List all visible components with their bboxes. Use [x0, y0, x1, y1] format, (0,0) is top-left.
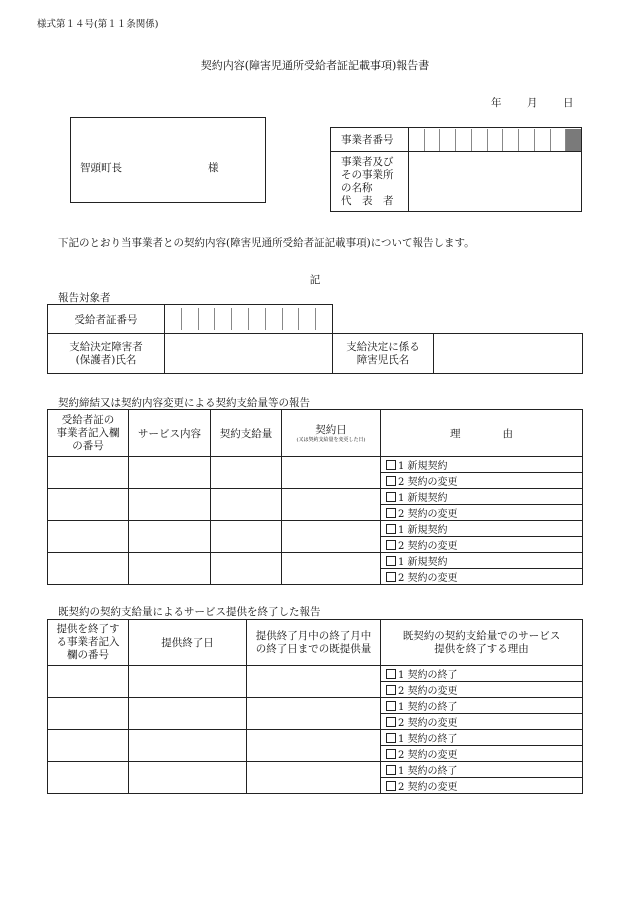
- checkbox-icon: [386, 701, 396, 711]
- business-table: [330, 127, 582, 212]
- business-number-label: 事業者番号: [331, 128, 409, 152]
- table-row[interactable]: [48, 489, 129, 521]
- option-new-contract[interactable]: 1 新規契約: [381, 489, 583, 505]
- option-contract-change[interactable]: 2 契約の変更: [381, 746, 583, 762]
- checkbox-icon: [386, 476, 396, 486]
- option-contract-change[interactable]: 2 契約の変更: [381, 537, 583, 553]
- cert-number-label: 受給者証番号: [48, 305, 165, 334]
- table-row[interactable]: [48, 521, 129, 553]
- option-contract-change[interactable]: 2 契約の変更: [381, 778, 583, 794]
- date-day-label: 日: [563, 97, 574, 109]
- checkbox-icon: [386, 765, 396, 775]
- col-service-content: サービス内容: [129, 410, 211, 457]
- checkbox-icon: [386, 669, 396, 679]
- subject-table: [47, 304, 583, 374]
- guardian-name-field[interactable]: [165, 334, 333, 374]
- option-contract-end[interactable]: 1 契約の終了: [381, 666, 583, 682]
- col-contract-date: 契約日 (又は契約支給量を変更した日): [282, 410, 381, 457]
- child-name-field[interactable]: [434, 334, 583, 374]
- termination-table: [47, 619, 583, 794]
- checkbox-icon: [386, 749, 396, 759]
- checkbox-icon: [386, 717, 396, 727]
- business-number-field[interactable]: [409, 128, 582, 152]
- intro-text: 下記のとおり当事業者との契約内容(障害児通所受給者証記載事項)について報告します。: [58, 237, 475, 249]
- contract-table: [47, 409, 583, 585]
- checkbox-icon: [386, 524, 396, 534]
- col-contract-amount: 契約支給量: [211, 410, 282, 457]
- col-end-date: 提供終了日: [129, 620, 247, 666]
- col-cert-entry-number: 受給者証の 事業者記入欄 の番号: [48, 410, 129, 457]
- child-name-label: 支給決定に係る 障害児氏名: [333, 334, 434, 374]
- option-contract-end[interactable]: 1 契約の終了: [381, 762, 583, 778]
- table-row[interactable]: [48, 553, 129, 585]
- addressee-honorific: 様: [208, 162, 219, 174]
- col-provider-entry-number: 提供を終了す る事業者記入 欄の番号: [48, 620, 129, 666]
- option-contract-change[interactable]: 2 契約の変更: [381, 569, 583, 585]
- checkbox-icon: [386, 572, 396, 582]
- checkbox-icon: [386, 460, 396, 470]
- checkbox-icon: [386, 556, 396, 566]
- business-name-label: 事業者及び その事業所 の名称 代 表 者: [331, 152, 409, 212]
- section2-heading: 既契約の契約支給量によるサービス提供を終了した報告: [58, 606, 321, 618]
- option-contract-change[interactable]: 2 契約の変更: [381, 505, 583, 521]
- option-new-contract[interactable]: 1 新規契約: [381, 521, 583, 537]
- addressee-name: 智頭町長: [80, 162, 122, 174]
- date-year-label: 年: [491, 97, 502, 109]
- option-contract-change[interactable]: 2 契約の変更: [381, 473, 583, 489]
- checkbox-icon: [386, 781, 396, 791]
- form-number: 様式第１４号(第１１条関係): [37, 19, 159, 30]
- business-name-field[interactable]: [409, 152, 582, 212]
- checkbox-icon: [386, 685, 396, 695]
- checkbox-icon: [386, 733, 396, 743]
- checkbox-icon: [386, 508, 396, 518]
- page-title: 契約内容(障害児通所受給者証記載事項)報告書: [200, 59, 430, 72]
- option-new-contract[interactable]: 1 新規契約: [381, 457, 583, 473]
- option-contract-change[interactable]: 2 契約の変更: [381, 682, 583, 698]
- section1-heading: 契約締結又は契約内容変更による契約支給量等の報告: [58, 397, 310, 409]
- col-provided-amount: 提供終了月中の終了月中 の終了日までの既提供量: [247, 620, 381, 666]
- col-reason: 理 由: [381, 410, 583, 457]
- option-contract-end[interactable]: 1 契約の終了: [381, 730, 583, 746]
- checkbox-icon: [386, 492, 396, 502]
- ki-heading: 記: [309, 274, 321, 286]
- option-contract-change[interactable]: 2 契約の変更: [381, 714, 583, 730]
- guardian-name-label: 支給決定障害者 (保護者)氏名: [48, 334, 165, 374]
- subject-heading: 報告対象者: [58, 292, 111, 304]
- cert-number-field[interactable]: [165, 305, 333, 334]
- table-row[interactable]: [48, 666, 129, 698]
- table-row[interactable]: [48, 698, 129, 730]
- checkbox-icon: [386, 540, 396, 550]
- option-contract-end[interactable]: 1 契約の終了: [381, 698, 583, 714]
- date-month-label: 月: [527, 97, 538, 109]
- table-row[interactable]: [48, 762, 129, 794]
- table-row[interactable]: [48, 730, 129, 762]
- option-new-contract[interactable]: 1 新規契約: [381, 553, 583, 569]
- table-row[interactable]: [48, 457, 129, 489]
- col-termination-reason: 既契約の契約支給量でのサービス 提供を終了する理由: [381, 620, 583, 666]
